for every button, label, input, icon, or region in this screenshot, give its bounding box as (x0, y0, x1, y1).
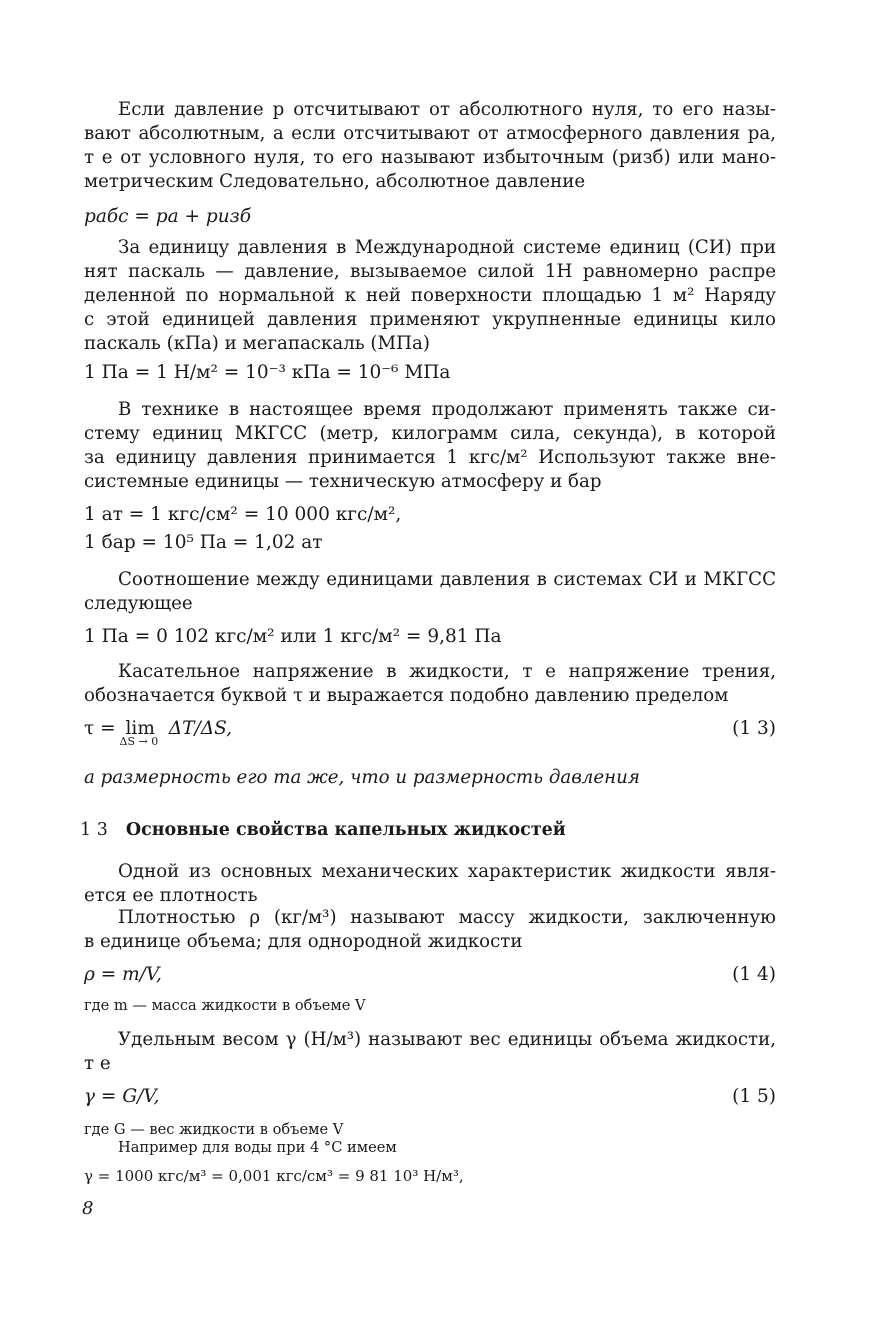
paragraph2-line3: деленной по нормальной к ней поверхности площадью 1 м² Наряду (84, 285, 776, 306)
formula-shear-lim-sub: ΔS → 0 (119, 735, 159, 748)
paragraph1-line3: т е от условного нуля, то его называют избыточным (pизб) или мано- (84, 147, 776, 168)
formula-specific-weight: γ = G/V, (84, 1086, 160, 1107)
paragraph1-line1: Если давление p отсчитывают от абсолютного нуля, то его назы- (118, 99, 776, 120)
paragraph2-line2: нят паскаль — давление, вызываемое силой 1Н равномерно распре (84, 261, 776, 282)
formula-shear-expr: ΔT/ΔS, (168, 718, 232, 739)
formula-water-weight: γ = 1000 кгс/м³ = 0,001 кгс/см³ = 9 81 10³ Н/м³, (84, 1167, 464, 1185)
formula-shear-lhs: τ = (84, 718, 116, 739)
paragraph3-line3: за единицу давления принимается 1 кгс/м² Используют также вне- (84, 447, 776, 468)
paragraph4-line1: Соотношение между единицами давления в системах СИ и МКГСС (118, 569, 776, 590)
paragraph7-line1: Одной из основных механических характеристик жидкости явля- (118, 861, 776, 882)
paragraph8-line2: в единице объема; для однородной жидкости (84, 931, 523, 952)
paragraph3-line1: В технике в настоящее время продолжают применять также си- (118, 399, 776, 420)
formula-atmosphere: 1 ат = 1 кгс/см² = 10 000 кгс/м², (84, 504, 402, 525)
formula-absolute-pressure: pабс = pa + pизб (84, 206, 252, 227)
paragraph5-line1: Касательное напряжение в жидкости, т е напряжение трения, (118, 661, 776, 682)
note-example: Например для воды при 4 °С имеем (118, 1139, 397, 1156)
formula-density: ρ = m/V, (84, 964, 162, 985)
formula-si-mkgss-relation: 1 Па = 0 102 кгс/м² или 1 кгс/м² = 9,81 Па (84, 626, 502, 647)
equation-number-1-4: (1 4) (732, 964, 776, 985)
equation-number-1-5: (1 5) (732, 1086, 776, 1107)
note-weight: где G — вес жидкости в объеме V (84, 1121, 344, 1138)
paragraph7-line2: ется ее плотность (84, 885, 258, 906)
section-heading (80, 818, 566, 842)
paragraph3-line4: системные единицы — техническую атмосферу и бар (84, 471, 602, 492)
paragraph5-line2: обозначается буквой τ и выражается подобно давлению пределом (84, 685, 729, 706)
note-density: где m — масса жидкости в объеме V (84, 997, 366, 1014)
paragraph3-line2: стему единиц МКГСС (метр, килограмм сила, секунда), в которой (84, 423, 776, 444)
formula-shear-stress (84, 716, 232, 748)
paragraph8-line1: Плотностью ρ (кг/м³) называют массу жидкости, заключенную (118, 907, 776, 928)
paragraph9-line1: Удельным весом γ (Н/м³) называют вес единицы объема жидкости, (118, 1029, 776, 1050)
section-title: Основные свойства капельных жидкостей (125, 820, 566, 840)
paragraph1-line4: метрическим Следовательно, абсолютное давление (84, 171, 586, 192)
paragraph6: а размерность его та же, что и размерность давления (84, 767, 640, 788)
section-number: 1 3 (80, 820, 108, 840)
page-number: 8 (82, 1198, 94, 1219)
equation-number-1-3: (1 3) (732, 718, 776, 739)
paragraph1-line2: вают абсолютным, а если отсчитывают от атмосферного давления pa, (84, 123, 776, 144)
formula-shear-lim: lim (125, 718, 155, 739)
formula-bar: 1 бар = 10⁵ Па = 1,02 ат (84, 532, 323, 553)
paragraph2-line1: За единицу давления в Международной системе единиц (СИ) при (118, 237, 776, 258)
paragraph2-line4: с этой единицей давления применяют укрупненные единицы кило (84, 309, 776, 330)
formula-shear-lim-block (119, 716, 159, 748)
paragraph2-line5: паскаль (кПа) и мегапаскаль (МПа) (84, 333, 430, 354)
paragraph4-line2: следующее (84, 593, 193, 614)
paragraph9-line2: т е (84, 1053, 111, 1074)
formula-pascal-conversion: 1 Па = 1 Н/м² = 10⁻³ кПа = 10⁻⁶ МПа (84, 362, 451, 383)
